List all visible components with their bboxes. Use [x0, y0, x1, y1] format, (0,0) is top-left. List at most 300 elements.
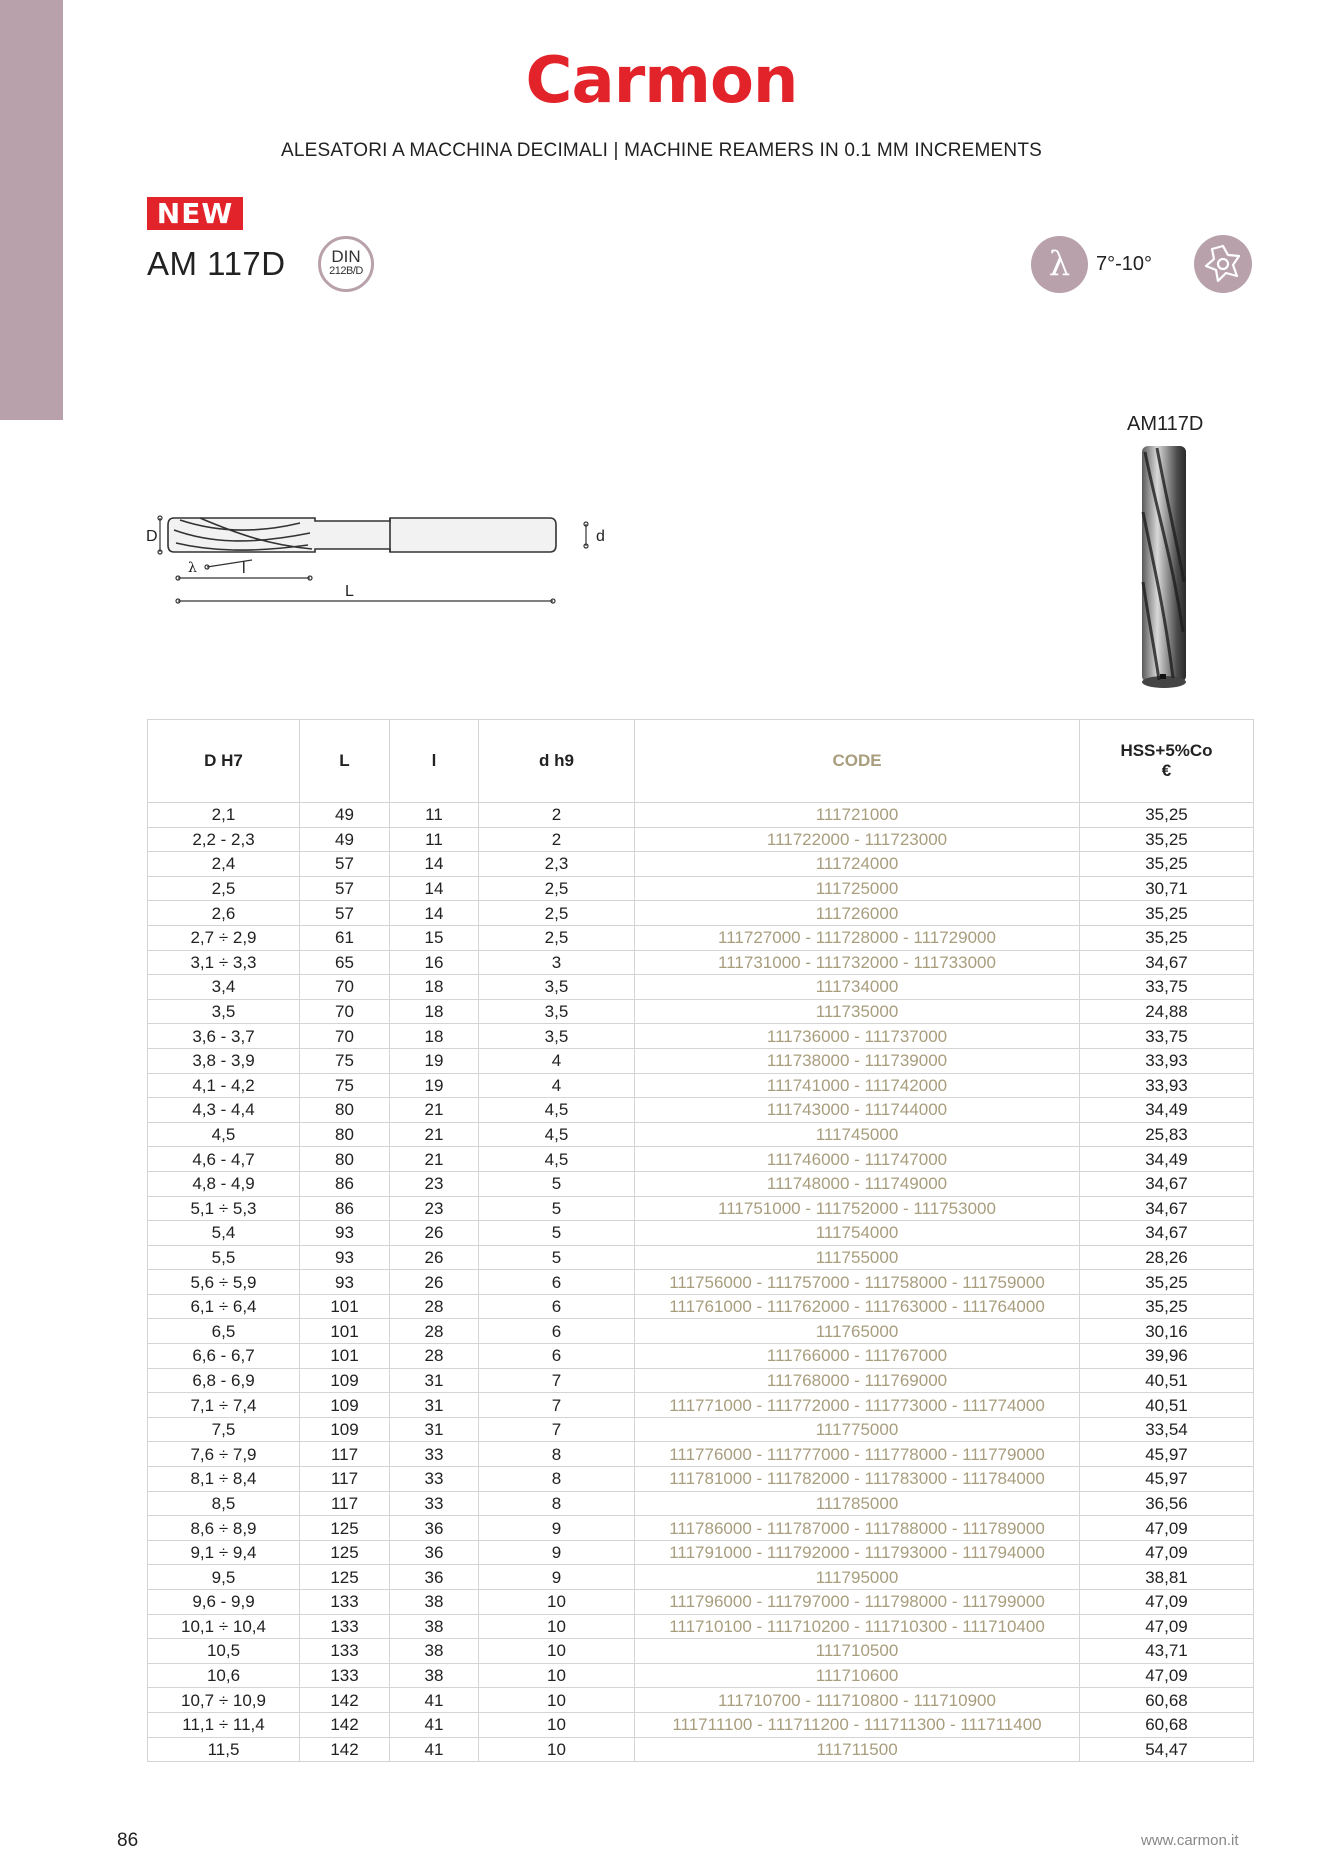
cell-dh9: 5	[479, 1196, 635, 1221]
cell-L: 80	[300, 1122, 390, 1147]
cell-price: 47,09	[1080, 1614, 1254, 1639]
cell-code: 111710600	[635, 1663, 1080, 1688]
cell-code: 111727000 - 111728000 - 111729000	[635, 925, 1080, 950]
table-row	[148, 901, 1254, 926]
cell-code: 111776000 - 111777000 - 111778000 - 111779000	[635, 1442, 1080, 1467]
reamer-photo	[1135, 442, 1195, 697]
cell-l: 11	[390, 827, 479, 852]
reamer-cross-section-icon	[1194, 235, 1252, 293]
cell-dh7: 9,6 - 9,9	[148, 1590, 300, 1615]
cell-dh9: 9	[479, 1540, 635, 1565]
cell-code: 111710700 - 111710800 - 111710900	[635, 1688, 1080, 1713]
cell-l: 21	[390, 1098, 479, 1123]
cell-price: 33,75	[1080, 975, 1254, 1000]
cell-dh9: 5	[479, 1171, 635, 1196]
cell-code: 111721000	[635, 803, 1080, 828]
cell-L: 93	[300, 1270, 390, 1295]
cell-L: 133	[300, 1614, 390, 1639]
cell-L: 125	[300, 1516, 390, 1541]
cell-price: 43,71	[1080, 1639, 1254, 1664]
drawing-label-l: l	[242, 560, 246, 577]
cell-l: 18	[390, 975, 479, 1000]
cell-price: 25,83	[1080, 1122, 1254, 1147]
cell-L: 93	[300, 1245, 390, 1270]
cell-dh9: 2	[479, 827, 635, 852]
cell-code: 111734000	[635, 975, 1080, 1000]
cell-dh7: 7,5	[148, 1417, 300, 1442]
cell-code: 111736000 - 111737000	[635, 1024, 1080, 1049]
cell-code: 111748000 - 111749000	[635, 1171, 1080, 1196]
cell-dh9: 2	[479, 803, 635, 828]
cell-L: 57	[300, 876, 390, 901]
cell-dh7: 5,4	[148, 1221, 300, 1246]
header-price	[1080, 720, 1254, 803]
cell-code: 111743000 - 111744000	[635, 1098, 1080, 1123]
cell-code: 111711500	[635, 1737, 1080, 1762]
table-row	[148, 1540, 1254, 1565]
cell-price: 30,71	[1080, 876, 1254, 901]
cell-l: 23	[390, 1171, 479, 1196]
cell-dh7: 10,5	[148, 1639, 300, 1664]
cell-price: 35,25	[1080, 803, 1254, 828]
cell-l: 36	[390, 1540, 479, 1565]
cell-dh9: 9	[479, 1516, 635, 1541]
cell-code: 111795000	[635, 1565, 1080, 1590]
cell-code: 111754000	[635, 1221, 1080, 1246]
cell-dh7: 6,8 - 6,9	[148, 1368, 300, 1393]
cell-code: 111726000	[635, 901, 1080, 926]
cell-price: 47,09	[1080, 1540, 1254, 1565]
cell-code: 111738000 - 111739000	[635, 1048, 1080, 1073]
cell-code: 111756000 - 111757000 - 111758000 - 111759000	[635, 1270, 1080, 1295]
cell-dh7: 10,6	[148, 1663, 300, 1688]
cell-dh9: 9	[479, 1565, 635, 1590]
cell-L: 75	[300, 1048, 390, 1073]
page-subtitle: ALESATORI A MACCHINA DECIMALI | MACHINE REAMERS IN 0.1 MM INCREMENTS	[280, 140, 1043, 161]
cell-dh7: 3,4	[148, 975, 300, 1000]
drawing-label-d: d	[596, 528, 605, 545]
cell-code: 111745000	[635, 1122, 1080, 1147]
cell-dh9: 10	[479, 1737, 635, 1762]
cell-l: 23	[390, 1196, 479, 1221]
table-row	[148, 1639, 1254, 1664]
cell-dh7: 2,1	[148, 803, 300, 828]
cell-code: 111735000	[635, 999, 1080, 1024]
cell-L: 133	[300, 1590, 390, 1615]
cell-dh7: 8,6 ÷ 8,9	[148, 1516, 300, 1541]
table-row	[148, 1196, 1254, 1221]
cell-dh9: 7	[479, 1393, 635, 1418]
cell-l: 18	[390, 999, 479, 1024]
table-row	[148, 1393, 1254, 1418]
table-row	[148, 1565, 1254, 1590]
cell-dh9: 3,5	[479, 975, 635, 1000]
cell-dh7: 8,5	[148, 1491, 300, 1516]
cell-price: 35,25	[1080, 925, 1254, 950]
drawing-label-L: L	[345, 583, 354, 600]
cell-L: 75	[300, 1073, 390, 1098]
page-number: 86	[117, 1830, 139, 1851]
cell-L: 133	[300, 1639, 390, 1664]
cell-l: 21	[390, 1122, 479, 1147]
cell-L: 80	[300, 1098, 390, 1123]
cell-dh9: 3,5	[479, 1024, 635, 1049]
cell-dh7: 4,3 - 4,4	[148, 1098, 300, 1123]
cell-dh9: 2,5	[479, 925, 635, 950]
cell-l: 14	[390, 901, 479, 926]
cell-price: 60,68	[1080, 1712, 1254, 1737]
cell-dh9: 8	[479, 1442, 635, 1467]
cell-l: 31	[390, 1417, 479, 1442]
cell-dh9: 6	[479, 1319, 635, 1344]
cell-code: 111781000 - 111782000 - 111783000 - 111784000	[635, 1467, 1080, 1492]
product-code: AM 117D	[147, 245, 286, 282]
cell-code: 111711100 - 111711200 - 111711300 - 111711400	[635, 1712, 1080, 1737]
cell-price: 47,09	[1080, 1663, 1254, 1688]
cell-price: 36,56	[1080, 1491, 1254, 1516]
cell-l: 14	[390, 852, 479, 877]
drawing-label-D: D	[146, 528, 158, 545]
cell-L: 65	[300, 950, 390, 975]
cell-price: 24,88	[1080, 999, 1254, 1024]
cell-dh7: 2,4	[148, 852, 300, 877]
table-row	[148, 1516, 1254, 1541]
helix-angle-icon: λ	[1031, 236, 1088, 293]
cell-code: 111785000	[635, 1491, 1080, 1516]
cell-code: 111725000	[635, 876, 1080, 901]
cell-dh7: 2,7 ÷ 2,9	[148, 925, 300, 950]
cell-l: 31	[390, 1368, 479, 1393]
table-row	[148, 1344, 1254, 1369]
cell-dh7: 10,1 ÷ 10,4	[148, 1614, 300, 1639]
reamer-technical-drawing	[140, 505, 620, 620]
cell-dh9: 10	[479, 1688, 635, 1713]
cell-L: 86	[300, 1171, 390, 1196]
cell-dh7: 4,6 - 4,7	[148, 1147, 300, 1172]
cell-price: 35,25	[1080, 1270, 1254, 1295]
cell-dh7: 6,5	[148, 1319, 300, 1344]
header-l: l	[390, 720, 479, 803]
cell-dh9: 6	[479, 1270, 635, 1295]
table-row	[148, 1614, 1254, 1639]
cell-dh7: 7,6 ÷ 7,9	[148, 1442, 300, 1467]
helix-angle-value: 7°-10°	[1096, 253, 1153, 275]
cell-code: 111746000 - 111747000	[635, 1147, 1080, 1172]
drawing-label-lambda: λ	[188, 560, 197, 576]
table-row	[148, 852, 1254, 877]
cell-l: 21	[390, 1147, 479, 1172]
header-price-material: HSS+5%Co	[1120, 741, 1213, 760]
cell-L: 49	[300, 827, 390, 852]
cell-l: 41	[390, 1737, 479, 1762]
cell-price: 60,68	[1080, 1688, 1254, 1713]
cell-dh9: 5	[479, 1245, 635, 1270]
cell-dh9: 10	[479, 1712, 635, 1737]
cell-price: 54,47	[1080, 1737, 1254, 1762]
cell-L: 61	[300, 925, 390, 950]
cell-dh7: 11,1 ÷ 11,4	[148, 1712, 300, 1737]
cell-price: 35,25	[1080, 901, 1254, 926]
cell-code: 111765000	[635, 1319, 1080, 1344]
cell-l: 14	[390, 876, 479, 901]
cell-l: 26	[390, 1245, 479, 1270]
cell-dh7: 5,1 ÷ 5,3	[148, 1196, 300, 1221]
cell-L: 142	[300, 1712, 390, 1737]
cell-price: 47,09	[1080, 1516, 1254, 1541]
cell-price: 34,67	[1080, 1196, 1254, 1221]
cell-price: 33,93	[1080, 1048, 1254, 1073]
photo-label: AM117D	[1127, 413, 1204, 435]
cell-code: 111775000	[635, 1417, 1080, 1442]
cell-l: 33	[390, 1467, 479, 1492]
table-row	[148, 1319, 1254, 1344]
cell-dh7: 9,5	[148, 1565, 300, 1590]
table-row	[148, 950, 1254, 975]
table-row	[148, 876, 1254, 901]
table-row	[148, 1024, 1254, 1049]
cell-dh7: 3,5	[148, 999, 300, 1024]
cell-dh7: 9,1 ÷ 9,4	[148, 1540, 300, 1565]
cell-dh9: 10	[479, 1639, 635, 1664]
cell-dh7: 3,1 ÷ 3,3	[148, 950, 300, 975]
table-row	[148, 1171, 1254, 1196]
table-row	[148, 803, 1254, 828]
cell-l: 36	[390, 1516, 479, 1541]
cell-l: 28	[390, 1344, 479, 1369]
din-label: DIN	[331, 247, 361, 266]
table-row	[148, 1048, 1254, 1073]
cell-price: 40,51	[1080, 1393, 1254, 1418]
cell-price: 45,97	[1080, 1467, 1254, 1492]
cell-L: 101	[300, 1344, 390, 1369]
cell-l: 38	[390, 1590, 479, 1615]
cell-code: 111722000 - 111723000	[635, 827, 1080, 852]
cell-dh9: 4,5	[479, 1147, 635, 1172]
table-row	[148, 1417, 1254, 1442]
cell-dh9: 4,5	[479, 1122, 635, 1147]
table-row	[148, 1245, 1254, 1270]
cell-l: 19	[390, 1048, 479, 1073]
cell-code: 111710500	[635, 1639, 1080, 1664]
cell-l: 16	[390, 950, 479, 975]
table-row	[148, 1294, 1254, 1319]
cell-L: 109	[300, 1417, 390, 1442]
cell-dh9: 3,5	[479, 999, 635, 1024]
table-row	[148, 1122, 1254, 1147]
cell-dh9: 6	[479, 1344, 635, 1369]
cell-dh7: 4,5	[148, 1122, 300, 1147]
cell-price: 47,09	[1080, 1590, 1254, 1615]
cell-price: 38,81	[1080, 1565, 1254, 1590]
cell-code: 111786000 - 111787000 - 111788000 - 111789000	[635, 1516, 1080, 1541]
new-badge: NEW	[147, 197, 243, 230]
cell-code: 111755000	[635, 1245, 1080, 1270]
cell-l: 38	[390, 1663, 479, 1688]
cell-dh7: 4,8 - 4,9	[148, 1171, 300, 1196]
table-row	[148, 975, 1254, 1000]
cell-code: 111751000 - 111752000 - 111753000	[635, 1196, 1080, 1221]
cell-L: 125	[300, 1565, 390, 1590]
cell-code: 111741000 - 111742000	[635, 1073, 1080, 1098]
cell-dh7: 11,5	[148, 1737, 300, 1762]
cell-L: 117	[300, 1467, 390, 1492]
cell-price: 34,67	[1080, 950, 1254, 975]
cell-l: 19	[390, 1073, 479, 1098]
cell-l: 33	[390, 1491, 479, 1516]
cell-code: 111791000 - 111792000 - 111793000 - 111794000	[635, 1540, 1080, 1565]
cell-price: 35,25	[1080, 1294, 1254, 1319]
cell-L: 57	[300, 901, 390, 926]
cell-price: 35,25	[1080, 827, 1254, 852]
cell-dh7: 8,1 ÷ 8,4	[148, 1467, 300, 1492]
table-row	[148, 1073, 1254, 1098]
table-row	[148, 1491, 1254, 1516]
cell-dh7: 7,1 ÷ 7,4	[148, 1393, 300, 1418]
cell-L: 101	[300, 1319, 390, 1344]
cell-dh9: 4	[479, 1048, 635, 1073]
cell-dh9: 7	[479, 1417, 635, 1442]
cell-L: 80	[300, 1147, 390, 1172]
cell-dh9: 10	[479, 1590, 635, 1615]
cell-price: 33,54	[1080, 1417, 1254, 1442]
cell-code: 111796000 - 111797000 - 111798000 - 111799000	[635, 1590, 1080, 1615]
reamer-size-table	[147, 719, 1254, 1762]
cell-l: 26	[390, 1221, 479, 1246]
table-row	[148, 1221, 1254, 1246]
cell-dh9: 3	[479, 950, 635, 975]
header-price-currency: €	[1161, 761, 1172, 780]
cell-L: 109	[300, 1393, 390, 1418]
cell-L: 93	[300, 1221, 390, 1246]
cell-l: 38	[390, 1614, 479, 1639]
cell-L: 101	[300, 1294, 390, 1319]
table-row	[148, 1688, 1254, 1713]
cell-l: 31	[390, 1393, 479, 1418]
cell-dh9: 10	[479, 1614, 635, 1639]
cell-L: 49	[300, 803, 390, 828]
table-row	[148, 1368, 1254, 1393]
cell-dh7: 2,6	[148, 901, 300, 926]
table-row	[148, 1147, 1254, 1172]
din-number: 212B/D	[329, 265, 363, 277]
header-code: CODE	[635, 720, 1080, 803]
cell-l: 26	[390, 1270, 479, 1295]
cell-L: 109	[300, 1368, 390, 1393]
cell-l: 36	[390, 1565, 479, 1590]
header-dh7: D H7	[148, 720, 300, 803]
cell-dh9: 10	[479, 1663, 635, 1688]
cell-price: 34,49	[1080, 1147, 1254, 1172]
cell-dh7: 6,1 ÷ 6,4	[148, 1294, 300, 1319]
cell-dh9: 2,5	[479, 876, 635, 901]
cell-L: 86	[300, 1196, 390, 1221]
header-L: L	[300, 720, 390, 803]
website-link[interactable]: www.carmon.it	[1141, 1832, 1239, 1849]
cell-price: 33,93	[1080, 1073, 1254, 1098]
cell-L: 125	[300, 1540, 390, 1565]
cell-l: 33	[390, 1442, 479, 1467]
cell-dh9: 4,5	[479, 1098, 635, 1123]
cell-l: 11	[390, 803, 479, 828]
cell-dh9: 7	[479, 1368, 635, 1393]
cell-dh7: 4,1 - 4,2	[148, 1073, 300, 1098]
cell-dh9: 6	[479, 1294, 635, 1319]
table-row	[148, 1663, 1254, 1688]
cell-L: 117	[300, 1491, 390, 1516]
table-row	[148, 999, 1254, 1024]
table-row	[148, 827, 1254, 852]
cell-dh9: 2,3	[479, 852, 635, 877]
cell-price: 34,67	[1080, 1171, 1254, 1196]
cell-price: 39,96	[1080, 1344, 1254, 1369]
cell-L: 70	[300, 999, 390, 1024]
cell-price: 34,67	[1080, 1221, 1254, 1246]
cell-dh7: 5,5	[148, 1245, 300, 1270]
table-row	[148, 1712, 1254, 1737]
cell-l: 15	[390, 925, 479, 950]
header-dh9: d h9	[479, 720, 635, 803]
cell-L: 117	[300, 1442, 390, 1467]
cell-l: 18	[390, 1024, 479, 1049]
cell-code: 111761000 - 111762000 - 111763000 - 111764000	[635, 1294, 1080, 1319]
cell-l: 41	[390, 1712, 479, 1737]
cell-L: 142	[300, 1688, 390, 1713]
cell-L: 142	[300, 1737, 390, 1762]
cell-L: 70	[300, 975, 390, 1000]
cell-l: 38	[390, 1639, 479, 1664]
cell-dh9: 2,5	[479, 901, 635, 926]
cell-l: 28	[390, 1319, 479, 1344]
cell-dh9: 4	[479, 1073, 635, 1098]
cell-L: 133	[300, 1663, 390, 1688]
cell-L: 57	[300, 852, 390, 877]
cell-dh9: 8	[479, 1467, 635, 1492]
cell-l: 41	[390, 1688, 479, 1713]
cell-price: 34,49	[1080, 1098, 1254, 1123]
cell-code: 111731000 - 111732000 - 111733000	[635, 950, 1080, 975]
cell-L: 70	[300, 1024, 390, 1049]
cell-code: 111768000 - 111769000	[635, 1368, 1080, 1393]
cell-code: 111771000 - 111772000 - 111773000 - 111774000	[635, 1393, 1080, 1418]
table-row	[148, 1270, 1254, 1295]
cell-dh9: 8	[479, 1491, 635, 1516]
cell-dh7: 3,8 - 3,9	[148, 1048, 300, 1073]
table-header-row	[148, 720, 1254, 803]
cell-code: 111710100 - 111710200 - 111710300 - 111710400	[635, 1614, 1080, 1639]
cell-dh9: 5	[479, 1221, 635, 1246]
cell-price: 33,75	[1080, 1024, 1254, 1049]
cell-code: 111724000	[635, 852, 1080, 877]
cell-price: 35,25	[1080, 852, 1254, 877]
cell-price: 45,97	[1080, 1442, 1254, 1467]
din-standard-badge	[318, 236, 374, 292]
cell-price: 28,26	[1080, 1245, 1254, 1270]
brand-logo: Carmon	[525, 44, 798, 118]
table-row	[148, 1590, 1254, 1615]
table-row	[148, 1467, 1254, 1492]
table-row	[148, 1098, 1254, 1123]
cell-l: 28	[390, 1294, 479, 1319]
cell-dh7: 2,5	[148, 876, 300, 901]
table-row	[148, 925, 1254, 950]
cell-code: 111766000 - 111767000	[635, 1344, 1080, 1369]
cell-dh7: 6,6 - 6,7	[148, 1344, 300, 1369]
cell-dh7: 10,7 ÷ 10,9	[148, 1688, 300, 1713]
cell-dh7: 2,2 - 2,3	[148, 827, 300, 852]
table-row	[148, 1442, 1254, 1467]
cell-dh7: 3,6 - 3,7	[148, 1024, 300, 1049]
cell-price: 40,51	[1080, 1368, 1254, 1393]
